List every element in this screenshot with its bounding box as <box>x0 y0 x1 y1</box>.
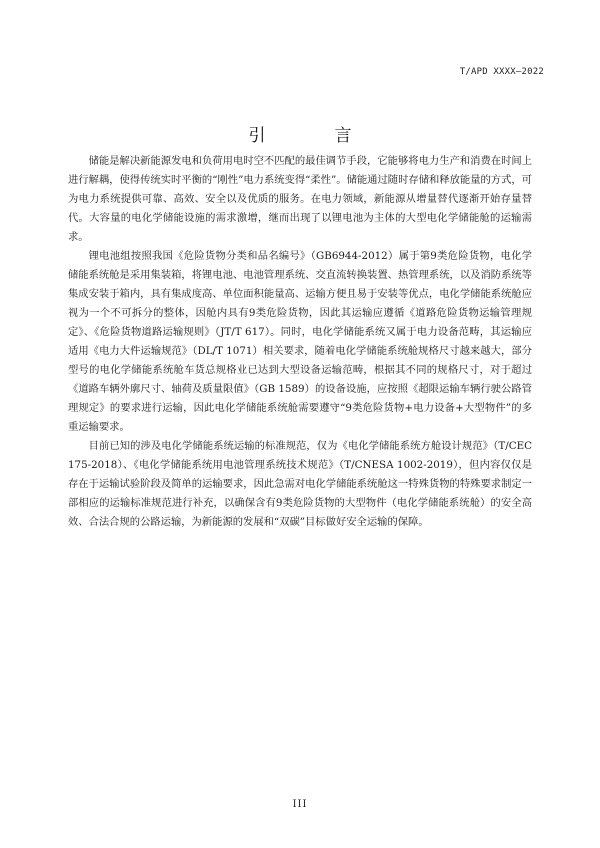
section-title: 引 言 <box>248 126 378 146</box>
paragraph: 锂电池组按照我国《危险货物分类和品名编号》（GB6944-2012）属于第9类危险货物，电化学储能系统舱是采用集装箱，将锂电池、电池管理系统、交直流转换装置、热管理系统，以及消防系统等集成安装于箱内，具有集成度高、单位面积能量高、运输方便且易于安装等优点，电化学储能系统舱应视为一个不可拆分的整体，因舱内具有9类危险货物，因此其运输应遵循《道路危险货物运输管理规定》、《危险货物道路运输规则》（JT/T 617）。同时，电化学储能系统又属于电力设备范畴，其运输应适用《电力大件运输规范》（DL/T 1071）相关要求，随着电化学储能系统舱规格尺寸越来越大，部分型号的电化学储能系统舱车货总规格业已达到大型设备运输范畴，根据其不同的规格尺寸，对于超过《道路车辆外廓尺寸、轴荷及质量限值》（GB 1589）的设备设施，应按照《超限运输车辆行驶公路管理规定》的要求进行运输，因此电化学储能系统舱需要遵守“9类危险货物+电力设备+大型物件”的多重运输要求。 <box>68 250 532 433</box>
paragraph: 目前已知的涉及电化学储能系统运输的标准规范，仅为《电化学储能系统方舱设计规范》（T/CEC 175-2018）、《电化学储能系统用电池管理系统技术规范》（T/CNESA 1002-2019），但内容仅仅是存在于运输试验阶段及简单的运输要求，因此急需对电化学储能系统舱这一特殊货物的特殊要求制定一部相应的运输标准规范进行补充，以确保含有9类危险货物的大型物件（电化学储能系统舱）的安全高效、合法合规的公路运输，为新能源的发展和“双碳”目标做好安全运输的保障。 <box>68 440 532 528</box>
introduction-body <box>68 152 532 532</box>
standard-code: T/APD XXXX—2022 <box>459 67 544 77</box>
paragraph: 储能是解决新能源发电和负荷用电时空不匹配的最佳调节手段，它能够将电力生产和消费在时间上进行解耦，使得传统实时平衡的“刚性”电力系统变得“柔性”。储能通过随时存储和释放能量的方式，可为电力系统提供可靠、高效、安全以及优质的服务。在电力领域，新能源从增量替代逐渐开始存量替代。大容量的电化学储能设施的需求激增，继而出现了以锂电池为主体的大型电化学储能舱的运输需求。 <box>68 155 532 243</box>
page-number: III <box>292 799 308 810</box>
